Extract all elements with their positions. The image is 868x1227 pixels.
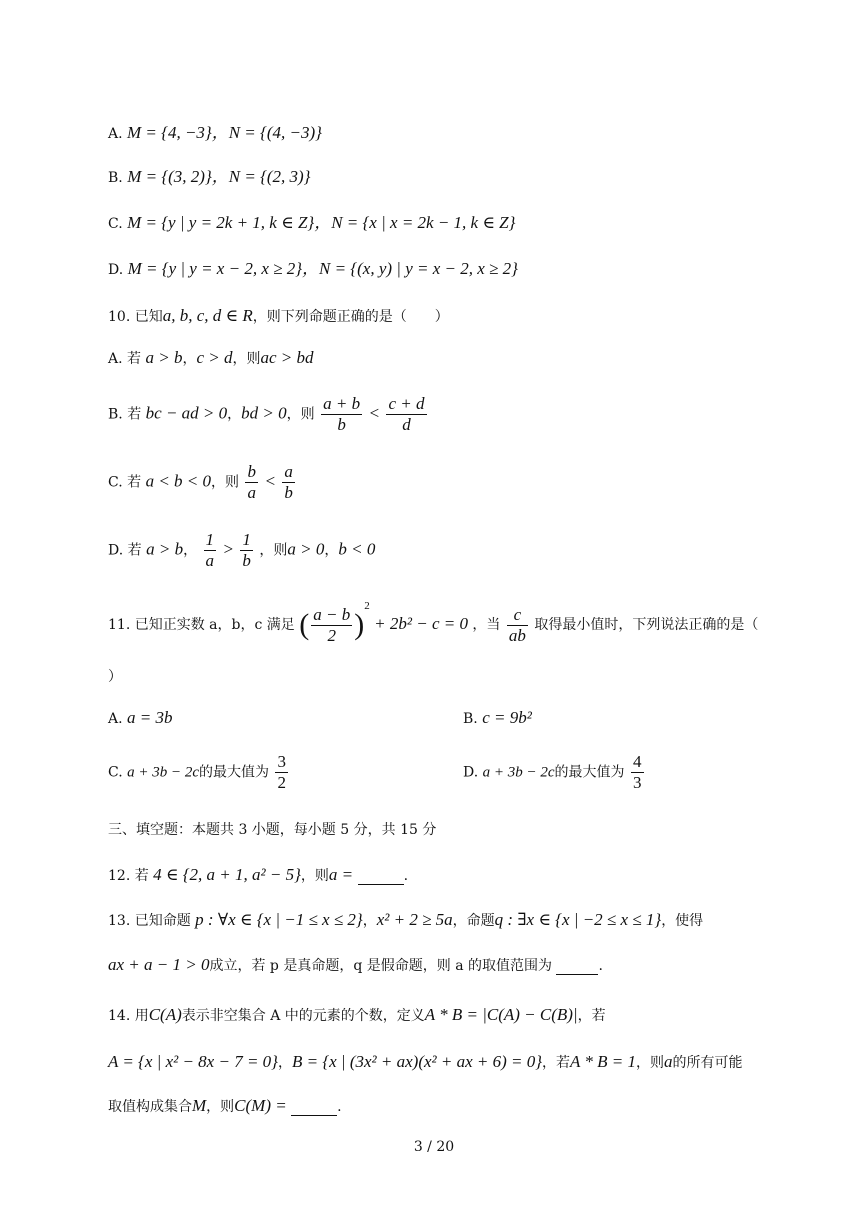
q14-line1: 14. 用C(A)表示非空集合 A 中的元素的个数，定义A * B = |C(A) − C(B)|，若 <box>108 1005 606 1024</box>
fraction: $\frac{4}{3}$ <box>633 752 642 792</box>
q10-option-d: D. 若 a > b， $\frac{1}{a}$ > $\frac{1}{b}$ ，则a > 0，b < 0 <box>108 530 376 570</box>
fraction: $\frac{c + d}{d}$ <box>388 394 425 434</box>
fraction: $\frac{1}{b}$ <box>242 530 251 570</box>
fraction: $\frac{3}{2}$ <box>277 752 286 792</box>
q11-option-b: B. c = 9b² <box>463 708 532 727</box>
fraction: $\frac{a - b}{2}$ <box>313 604 351 645</box>
q14-line3: 取值构成集合M，则C(M) = . <box>108 1096 342 1115</box>
q10-option-b: B. 若 bc − ad > 0，bd > 0，则 $\frac{a + b}{b}$ < $\frac{c + d}{d}$ <box>108 394 425 434</box>
q11-option-a: A. a = 3b <box>108 708 173 727</box>
q9-option-b: B. M = {(3, 2)}，N = {(2, 3)} <box>108 167 311 186</box>
q13-line2: ax + a − 1 > 0成立，若 p 是真命题，q 是假命题，则 a 的取值范围为 . <box>108 955 603 974</box>
q9-option-c: C. M = {y | y = 2k + 1, k ∈ Z}，N = {x | x = 2k − 1, k ∈ Z} <box>108 213 516 232</box>
q11-option-c: C. a + 3b − 2c的最大值为 $\frac{3}{2}$ <box>108 752 286 792</box>
q9-option-d: D. M = {y | y = x − 2, x ≥ 2}，N = {(x, y) | y = x − 2, x ≥ 2} <box>108 259 518 278</box>
fraction: $\frac{c}{ab}$ <box>508 604 526 645</box>
section-heading: 三、填空题：本题共 3 小题，每小题 5 分，共 15 分 <box>108 822 437 838</box>
fraction: $\frac{b}{a}$ <box>247 462 256 502</box>
page-number: 3 / 20 <box>413 1139 455 1155</box>
fraction: $\frac{1}{a}$ <box>205 530 215 570</box>
q11-option-d: D. a + 3b − 2c的最大值为 $\frac{4}{3}$ <box>463 752 642 792</box>
answer-blank <box>556 958 598 975</box>
q13-line1: 13. 已知命题 p : ∀x ∈ {x | −1 ≤ x ≤ 2}，x² + 2 ≥ 5a，命题q : ∃x ∈ {x | −2 ≤ x ≤ 1}，使得 <box>108 910 704 929</box>
q12: 12. 若 4 ∈ {2, a + 1, a² − 5}，则a = . <box>108 865 409 884</box>
q10-option-c: C. 若 a < b < 0，则 $\frac{b}{a}$ < $\frac{a}{b}$ <box>108 462 293 502</box>
q14-line2: A = {x | x² − 8x − 7 = 0}，B = {x | (3x² + ax)(x² + ax + 6) = 0}，若A * B = 1，则a的所有可能 <box>108 1052 743 1071</box>
q10-option-a: A. 若 a > b，c > d，则ac > bd <box>108 348 314 367</box>
fraction: $\frac{a}{b}$ <box>284 462 293 502</box>
q11-stem-close: ） <box>108 669 122 685</box>
q10-stem: 10. 已知a, b, c, d ∈ R，则下列命题正确的是（ ） <box>108 306 449 325</box>
answer-blank <box>291 1099 337 1116</box>
answer-blank <box>358 868 404 885</box>
q11-stem: 11. 已知正实数 a，b，c 满足 ( $\frac{a - b}{2}$ )$^2$ + 2b² − c = 0 ，当 $\frac{c}{ab}$ 取得最小值时，下列说法正确的是（ <box>108 600 759 645</box>
fraction: $\frac{a + b}{b}$ <box>323 394 361 434</box>
q9-option-a: A. M = {4, −3}，N = {(4, −3)} <box>108 123 322 142</box>
